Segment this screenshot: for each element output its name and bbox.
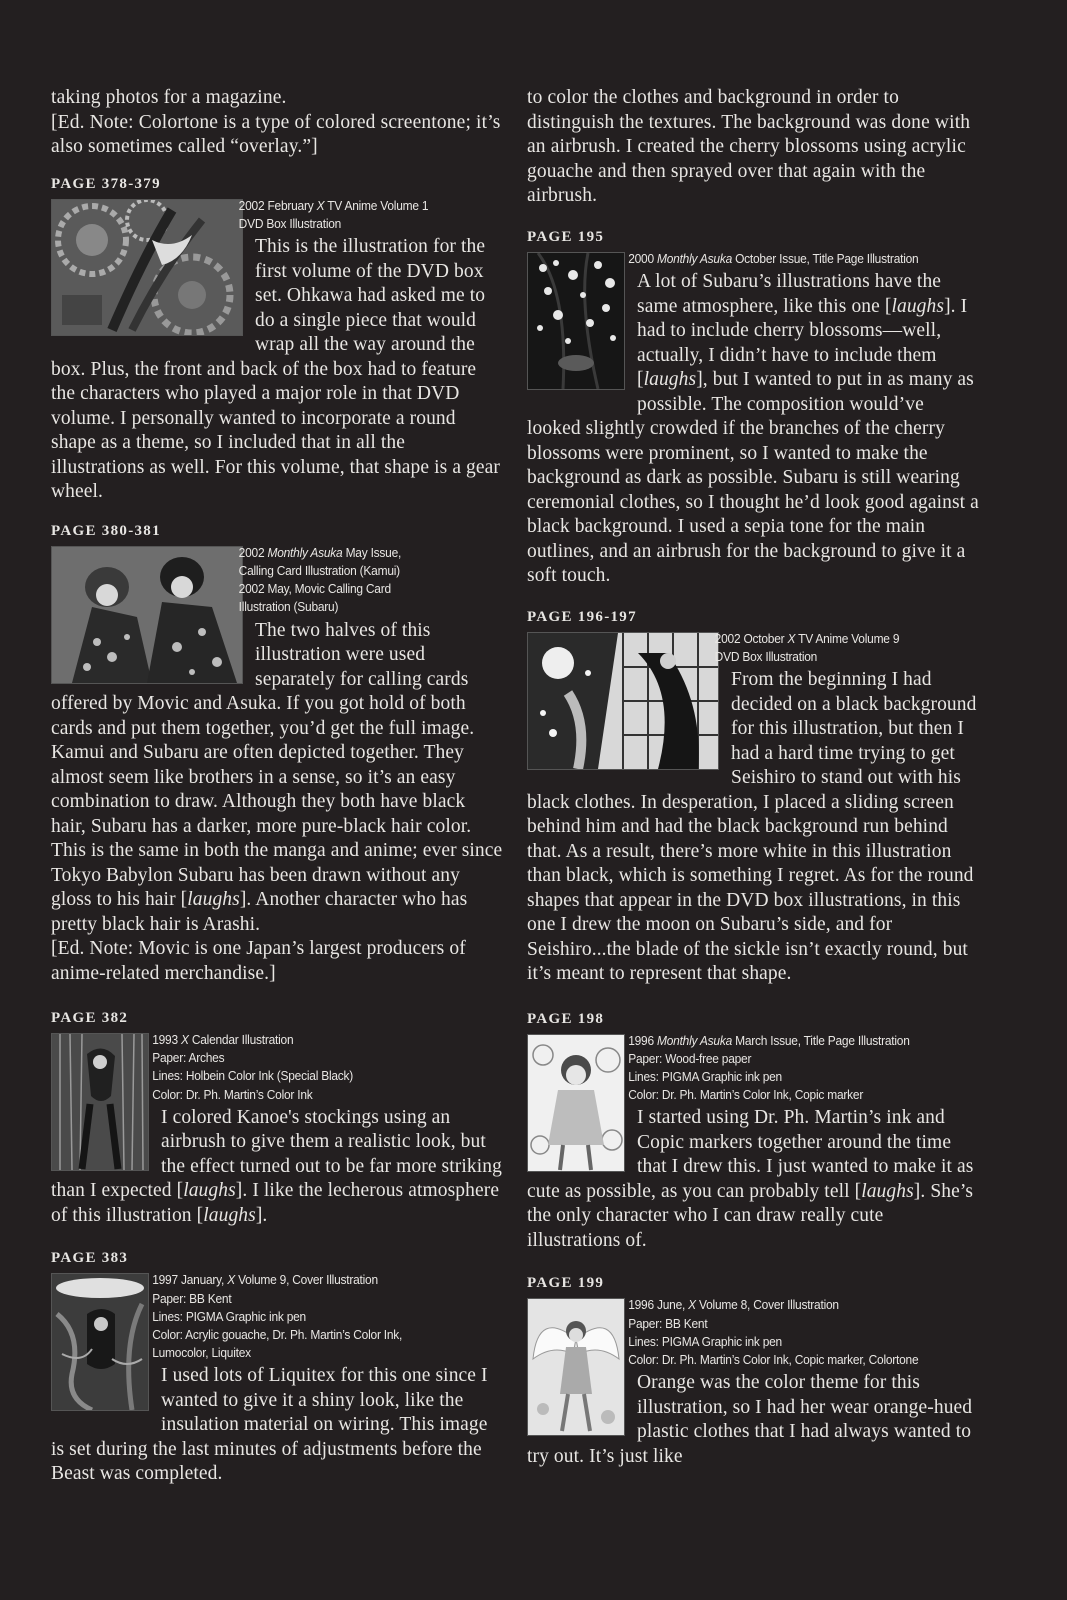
illustration-caption: [527, 1296, 979, 1369]
caption-line: 2002 May, Movic Calling Card: [238, 581, 391, 597]
entry-text: I colored Kanoe's stockings using an airbrush to give them a realistic look, but the effect turned out to be far more striking than I expected [laughs]. I like the lecherous atmosphere of this illustration [laughs].: [51, 1106, 502, 1226]
caption-line: 2002 Monthly Asuka May Issue,: [238, 544, 402, 560]
entry-page-383: [51, 1271, 503, 1487]
page-heading: PAGE 196-197: [527, 608, 637, 625]
page-heading: PAGE 382: [51, 1010, 129, 1026]
caption-line: Lines: PIGMA Graphic ink pen: [628, 1068, 782, 1084]
page-heading: PAGE 199: [527, 1275, 605, 1292]
caption-line: Color: Acrylic gouache, Dr. Ph. Martin’s Color Ink,: [152, 1326, 403, 1342]
entry-text: I used lots of Liquitex for this one since I wanted to give it a shiny look, like the insulation material on wiring. This image is set during the last minutes of adjustments before the Beast was completed.: [51, 1365, 488, 1485]
entry-page-196-197: [527, 630, 979, 987]
left-intro-text: taking photos for a magazine. [Ed. Note: Colortone is a type of colored screentone; it’s also sometimes called “overlay.”]: [51, 87, 501, 158]
caption-line: Lumocolor, Liquitex: [152, 1345, 251, 1361]
caption-line: Color: Dr. Ph. Martin’s Color Ink: [152, 1086, 313, 1102]
entry-page-199: [527, 1296, 979, 1469]
illustration-caption: [51, 197, 503, 233]
page-heading: PAGE 198: [527, 1010, 605, 1027]
caption-line: Paper: Wood-free paper: [628, 1050, 752, 1066]
entry-page-378-379: [51, 197, 503, 505]
caption-line: 1996 June, X Volume 8, Cover Illustration: [628, 1297, 839, 1313]
caption-line: Illustration (Subaru): [238, 599, 339, 615]
caption-line: 2002 October X TV Anime Volume 9: [714, 630, 900, 646]
editor-note: [Ed. Note: Movic is one Japan’s largest producers of anime-related merchandise.]: [51, 938, 466, 984]
page-heading: PAGE 380-381: [51, 522, 161, 539]
illustration-caption: [527, 250, 979, 268]
caption-line: Color: Dr. Ph. Martin’s Color Ink, Copic marker, Colortone: [628, 1352, 919, 1367]
illustration-caption: [51, 1031, 503, 1104]
caption-line: Color: Dr. Ph. Martin’s Color Ink, Copic marker: [628, 1087, 864, 1103]
caption-line: Lines: PIGMA Graphic ink pen: [628, 1333, 782, 1349]
entry-text: A lot of Subaru’s illustrations have the same atmosphere, like this one [laughs]. I had to include cherry blossoms—well, actually, I didn’t have to include them [laughs], but I wanted to put in as many as possible. The composition would’ve looked slightly crowded if the branches of the cherry blossoms were prominent, so I wanted to make the background as dark as possible. Subaru is still wearing ceremonial clothes, so I thought he’d look good against a black background. I used a sepia tone for the main outlines, and an airbrush for the background to give it a soft touch.: [527, 271, 979, 587]
page-heading: PAGE 383: [51, 1250, 129, 1267]
caption-line: 1996 Monthly Asuka March Issue, Title Page Illustration: [628, 1032, 910, 1048]
illustration-thumbnail-cherry-blossoms: [527, 252, 625, 390]
illustration-caption: [51, 1271, 503, 1362]
right-column: [527, 86, 979, 1469]
caption-line: Lines: Holbein Color Ink (Special Black): [152, 1068, 354, 1084]
page-heading: PAGE 378-379: [51, 175, 161, 192]
entry-page-198: [527, 1032, 979, 1254]
right-intro-text: to color the clothes and background in order to distinguish the textures. The background was done with an airbrush. I created the cherry blossoms using acrylic gouache and then sprayed over that again with the airbrush.: [527, 87, 971, 207]
entry-page-380-381: [51, 544, 503, 986]
caption-line: Paper: BB Kent: [628, 1315, 708, 1331]
entry-text: The two halves of this illustration were used separately for calling cards offered by Movic and Asuka. If you got hold of both cards and put them together, you’d get the full image. Kamui and Subaru are often depicted together. They almost seem like brothers in a sense, so it’s an easy combination to draw. Although they both have black hair, Subaru has a darker, more pure-black hair color. This is the same in both the manga and anime; ever since Tokyo Babylon Subaru has been drawn without any gloss to his hair [laughs]. Another character who has pretty black hair is Arashi.: [51, 619, 503, 935]
caption-line: 2000 Monthly Asuka October Issue, Title Page Illustration: [628, 250, 919, 266]
caption-line: Paper: Arches: [152, 1050, 225, 1066]
illustration-caption: [51, 544, 503, 617]
page-heading: PAGE 195: [527, 228, 605, 245]
caption-line: DVD Box Illustration: [714, 648, 818, 664]
entry-page-195: [527, 250, 979, 589]
caption-line: DVD Box Illustration: [238, 215, 342, 231]
entry-text: I started using Dr. Ph. Martin’s ink and Copic markers together around the time that I drew this. I just wanted to make it as cute as possible, as you can probably tell [laughs]. She’s the only character who I can draw really cute illustrations of.: [527, 1107, 974, 1251]
entry-text: This is the illustration for the first volume of the DVD box set. Ohkawa had asked me to do a single piece that would wrap all the way around the box. Plus, the front and back of the box had to feature the characters who played a major role in that DVD volume. I personally wanted to incorporate a round shape as a theme, so I included that in all the illustrations as well. For this volume, that shape is a gear wheel.: [51, 236, 501, 503]
illustration-caption: [527, 1032, 979, 1105]
illustration-caption: [527, 630, 979, 666]
entry-text: Orange was the color theme for this illustration, so I had her wear orange-hued plastic clothes that I had always wanted to try out. It’s just like: [527, 1372, 973, 1467]
caption-line: 2002 February X TV Anime Volume 1: [238, 197, 429, 213]
entry-page-382: [51, 1031, 503, 1228]
caption-line: 1993 X Calendar Illustration: [152, 1032, 294, 1047]
caption-line: 1997 January, X Volume 9, Cover Illustration: [152, 1272, 378, 1288]
caption-line: Calling Card Illustration (Kamui): [238, 562, 400, 578]
caption-line: Lines: PIGMA Graphic ink pen: [152, 1308, 306, 1324]
caption-line: Paper: BB Kent: [152, 1290, 232, 1306]
entry-text: From the beginning I had decided on a black background for this illustration, but then I had a hard time trying to get Seishiro to stand out with his black clothes. In desperation, I placed a sliding screen behind him and had the black background run behind that. As a result, there’s more white in this illustration than black, which is something I regret. As for the round shapes that appear in the DVD box illustrations, in this one I drew the moon on Subaru’s side, and for Seishiro...the blade of the sickle isn’t exactly round, but it’s meant to represent that shape.: [527, 669, 977, 985]
left-column: [51, 86, 503, 1487]
